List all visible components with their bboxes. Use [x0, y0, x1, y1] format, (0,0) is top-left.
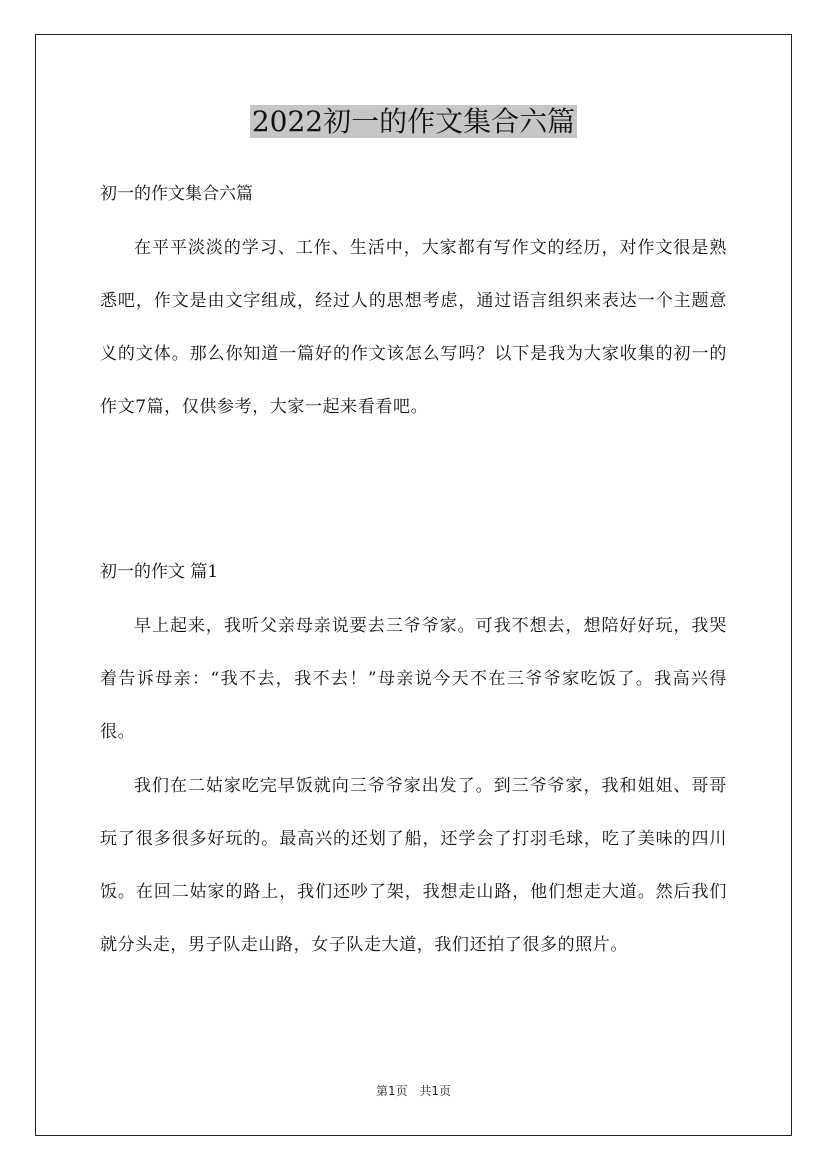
page-number: 第1页 [375, 1084, 408, 1098]
page-total: 共1页 [419, 1084, 452, 1098]
body-paragraph-2: 我们在二姑家吃完早饭就向三爷爷家出发了。到三爷爷家，我和姐姐、哥哥玩了很多很多好玩的。最高兴的还划了船，还学会了打羽毛球，吃了美味的四川饭。在回二姑家的路上，我们还吵了架，我想走山路，他们想走大道。然后我们就分头走，男子队走山路，女子队走大道，我们还拍了很多的照片。 [100, 776, 727, 955]
document-title-text: 2022初一的作文集合六篇 [251, 105, 576, 138]
page-footer [0, 1082, 827, 1099]
body-paragraph-1: 早上起来，我听父亲母亲说要去三爷爷家。可我不想去，想陪好好玩，我哭着告诉母亲：“我不去，我不去！”母亲说今天不在三爷爷家吃饭了。我高兴得很。 [100, 616, 727, 742]
document-title [0, 100, 827, 144]
document-subtitle: 初一的作文集合六篇 [100, 184, 253, 204]
section-heading: 初一的作文 篇1 [100, 562, 219, 582]
intro-paragraph: 在平平淡淡的学习、工作、生活中，大家都有写作文的经历，对作文很是熟悉吧，作文是由文字组成，经过人的思想考虑，通过语言组织来表达一个主题意义的文体。那么你知道一篇好的作文该怎么写吗？以下是我为大家收集的初一的作文7篇，仅供参考，大家一起来看看吧。 [100, 238, 727, 417]
